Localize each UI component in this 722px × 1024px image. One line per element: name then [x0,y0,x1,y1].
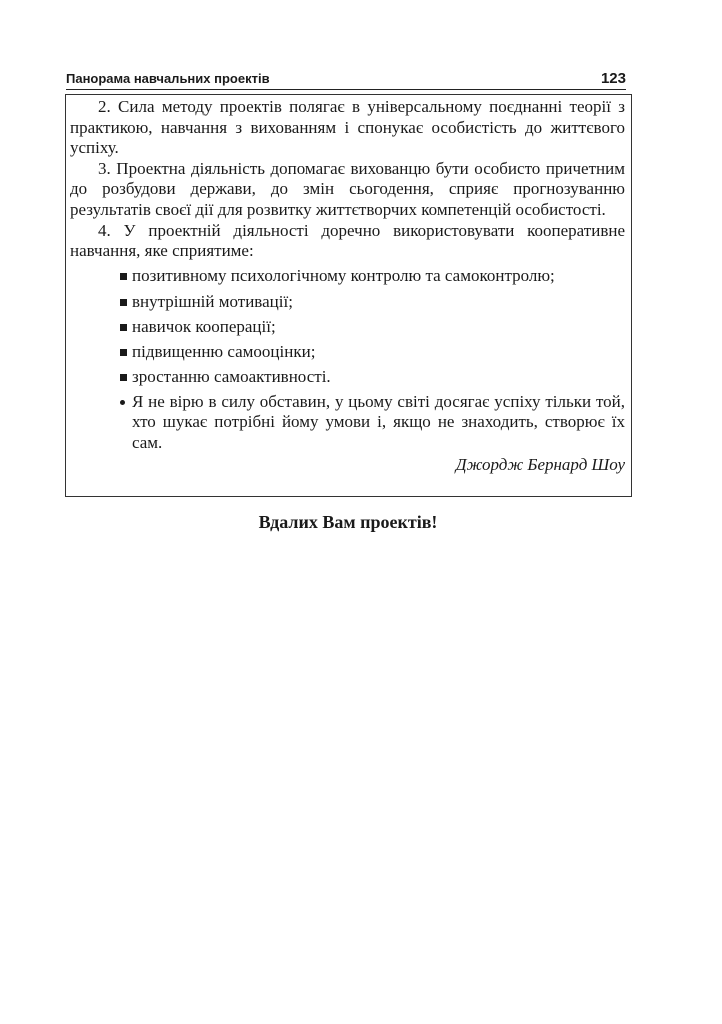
square-bullet-icon [120,349,127,356]
list-item [120,292,625,313]
paragraph-3: 3. Проектна діяльність допомагає вихованцю бути особисто причетним до розбудови держави, до змін сьогодення, сприяє прогнозуванню результатів своєї дії для розвитку життєтворчих компетенцій особистості. [70,158,625,219]
list-item-text: внутрішній мотивації; [132,291,293,311]
list-item [120,342,625,363]
page-number: 123 [600,70,626,87]
quote-author: Джордж Бернард Шоу [455,455,625,475]
closing-line: Вдалих Вам проектів! [258,512,438,532]
list-item-text: зростанню самоактивності. [132,367,331,387]
quote-text: Я не вірю в силу обставин, у цьому світі досягає успіху тільки той, хто шукає потрібні йому умови і, якщо не знаходить, створює їх сам. [132,391,625,452]
paragraph-2: 2. Сила методу проектів полягає в універсальному поєднанні теорії з практикою, навчання з вихованням і спонукає особистість до життєвого успіху. [70,97,625,158]
round-bullet-icon [120,400,125,405]
bullet-list [70,266,625,387]
list-item [120,266,625,287]
list-item-text: підвищенню самооцінки; [132,341,316,361]
header-title: Панорама навчальних проектів [66,71,270,86]
list-item [120,317,625,338]
square-bullet-icon [120,299,127,306]
paragraph-4: 4. У проектній діяльності доречно використовувати кооперативне навчання, яке сприятиме: [70,220,625,261]
running-header [66,69,626,90]
square-bullet-icon [120,324,127,331]
list-item-text: позитивному психологічному контролю та самоконтролю; [132,266,555,286]
framed-text-box [65,94,632,497]
square-bullet-icon [120,374,127,381]
list-item [120,367,625,388]
quote [120,392,625,454]
square-bullet-icon [120,273,127,280]
list-item-text: навичок кооперації; [132,316,276,336]
